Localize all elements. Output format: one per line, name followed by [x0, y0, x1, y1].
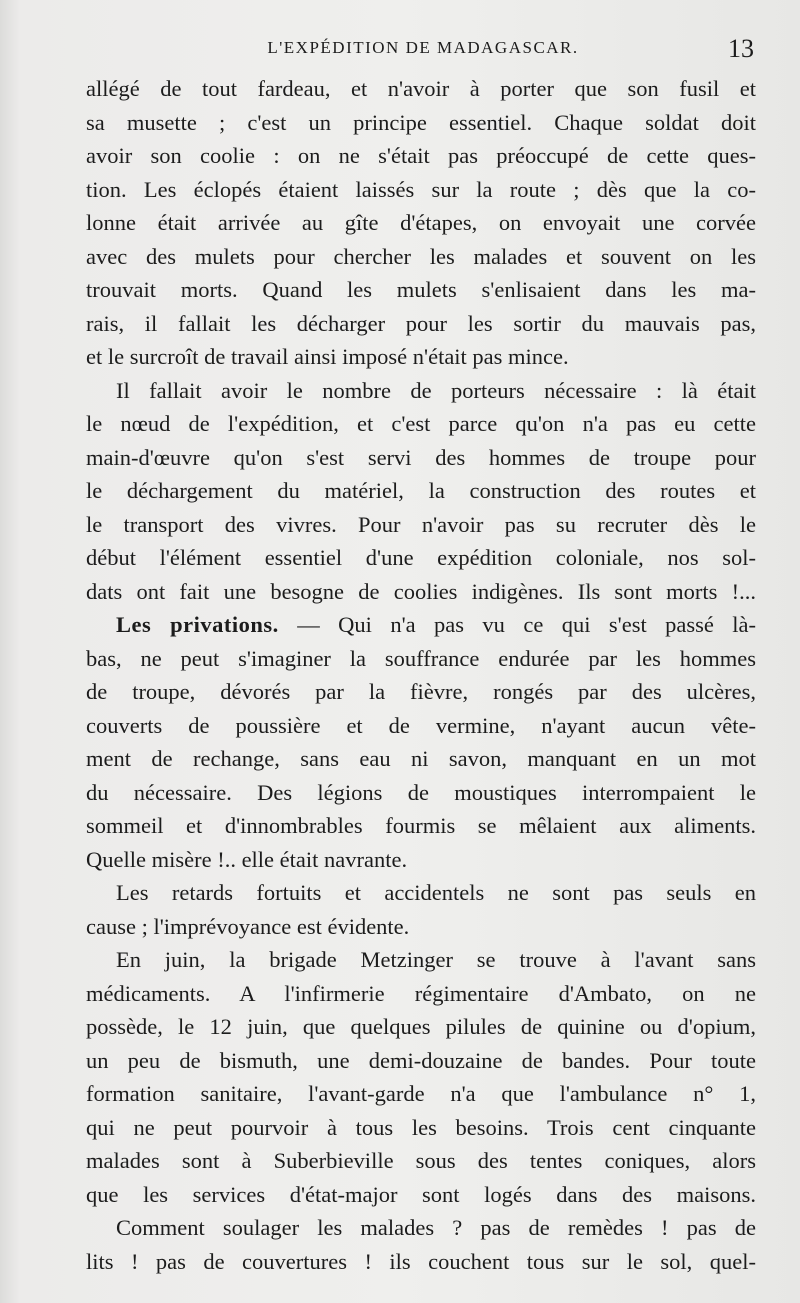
section-line [86, 608, 756, 642]
text-line: cause ; l'imprévoyance est évidente. [86, 913, 410, 939]
text-line: un peu de bismuth, une demi-douzaine de bandes. Pour toute [86, 1047, 756, 1073]
text-line: début l'élément essentiel d'une expédition coloniale, nos sol- [86, 545, 756, 570]
text-line: que les services d'état-major sont logés dans des maisons. [86, 1181, 756, 1207]
page-number: 13 [728, 34, 754, 63]
text-line: main-d'œuvre qu'on s'est servi des hommes de troupe pour [86, 444, 756, 470]
text-line: de troupe, dévorés par la fièvre, rongés par des ulcères, [86, 679, 756, 704]
text-line: Quelle misère !.. elle était navrante. [86, 846, 408, 872]
text-line: possède, le 12 juin, que quelques pilules de quinine ou d'opium, [86, 1014, 756, 1039]
text-line: le déchargement du matériel, la construction des routes et [86, 478, 756, 503]
text-line: Les retards fortuits et accidentels ne sont pas seuls en [116, 880, 756, 905]
text-line: sa musette ; c'est un principe essentiel. Chaque soldat doit [86, 109, 756, 135]
text-line: lonne était arrivée au gîte d'étapes, on envoyait une corvée [86, 210, 756, 235]
text-line: malades sont à Suberbieville sous des tentes coniques, alors [86, 1148, 756, 1173]
text-line: sommeil et d'innombrables fourmis se mêlaient aux aliments. [86, 813, 756, 838]
text-line: Il fallait avoir le nombre de porteurs nécessaire : là était [116, 377, 756, 403]
text-line: lits ! pas de couvertures ! ils couchent tous sur le sol, quel- [86, 1248, 756, 1274]
text-line: du nécessaire. Des légions de moustiques interrompaient le [86, 779, 756, 805]
text-line: tion. Les éclopés étaient laissés sur la route ; dès que la co- [86, 176, 756, 202]
text-line: ment de rechange, sans eau ni savon, manquant en un mot [86, 746, 756, 771]
text-line: dats ont fait une besogne de coolies indigènes. Ils sont morts !... [86, 578, 756, 604]
body-text [86, 72, 756, 1278]
text-line: En juin, la brigade Metzinger se trouve à l'avant sans [116, 947, 756, 972]
text-line: qui ne peut pourvoir à tous les besoins. Trois cent cinquante [86, 1114, 756, 1140]
text-line: médicaments. A l'infirmerie régimentaire d'Ambato, on ne [86, 980, 756, 1006]
text-line: trouvait morts. Quand les mulets s'enlisaient dans les ma- [86, 277, 756, 302]
text-line: Comment soulager les malades ? pas de remèdes ! pas de [116, 1215, 756, 1240]
text-line: et le surcroît de travail ainsi imposé n'était pas mince. [86, 344, 569, 369]
running-title: L'EXPÉDITION DE MADAGASCAR. [267, 38, 579, 57]
section-heading: Les privations. [116, 612, 279, 637]
text-line: avec des mulets pour chercher les malades et souvent on les [86, 243, 756, 269]
text-line: couverts de poussière et de vermine, n'ayant aucun vête- [86, 712, 756, 738]
text-line: le transport des vivres. Pour n'avoir pas su recruter dès le [86, 511, 756, 537]
text-line: bas, ne peut s'imaginer la souffrance endurée par les hommes [86, 645, 756, 671]
running-head [86, 36, 760, 64]
text-line: formation sanitaire, l'avant-garde n'a que l'ambulance n° 1, [86, 1081, 756, 1106]
text-line: rais, il fallait les décharger pour les sortir du mauvais pas, [86, 310, 756, 336]
text-line: allégé de tout fardeau, et n'avoir à porter que son fusil et [86, 76, 756, 101]
text-line: avoir son coolie : on ne s'était pas préoccupé de cette ques- [86, 143, 756, 168]
text-fragment: — Qui n'a pas vu ce qui s'est passé là- [297, 612, 757, 637]
text-line: le nœud de l'expédition, et c'est parce qu'on n'a pas eu cette [86, 411, 756, 436]
